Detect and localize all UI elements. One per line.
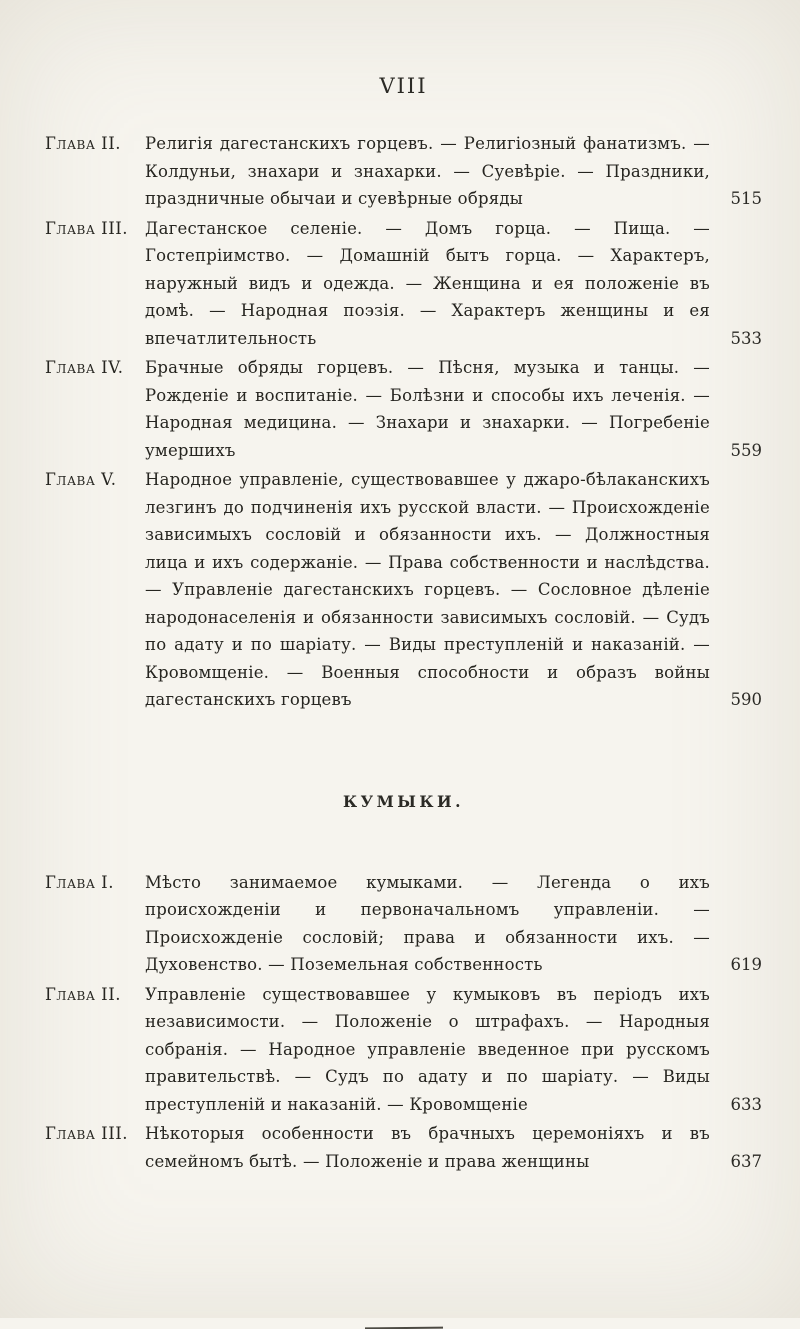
chapter-label: Глава III. [45, 1124, 128, 1143]
toc-entry [45, 466, 762, 714]
page-ref: 637 [730, 1151, 762, 1171]
chapter-description: Дагестанское селеніе. — Домъ горца. — Пища. — Гостепріимство. — Домашній бытъ горца. — Характеръ, наружный видъ и одежда. — Женщина и ея положеніе въ домѣ. — Народная поэзія. — Характеръ женщины и ея впечатлительность [145, 218, 710, 348]
toc-entry [45, 981, 762, 1119]
toc-entry [45, 215, 762, 353]
toc-entry [45, 130, 762, 213]
table-of-contents [45, 130, 762, 1175]
chapter-label: Глава II. [45, 984, 121, 1004]
page-ref: 633 [730, 1094, 762, 1114]
chapter-description: Религія дагестанскихъ горцевъ. — Религіозный фанатизмъ. — Колдуньи, знахари и знахарки. — Суевѣріе. — Праздники, праздничные обычаи и суевѣрные обряды [145, 134, 710, 208]
page-ref: 559 [730, 440, 762, 460]
chapter-label: Глава I. [45, 872, 114, 892]
chapter-label: Глава IV. [45, 358, 124, 377]
toc-entry [45, 354, 762, 464]
chapter-description: Народное управленіе, существовавшее у джаро-бѣлаканскихъ лезгинъ до подчиненія ихъ русской власти. — Происхожденіе зависимыхъ сословій и обязанности ихъ. — Должностныя лица и ихъ содержаніе. — Права собственности и наслѣдства. — Управленіе дагестанскихъ горцевъ. — Сословное дѣленіе народонаселенія и обязанности зависимыхъ сословій. — Судъ по адату и по шаріату. — Виды преступленій и наказаній. — Кровомщеніе. — Военныя способности и образъ войны дагестанскихъ горцевъ [145, 470, 710, 709]
toc-entry [45, 869, 762, 979]
chapter-label: Глава II. [45, 134, 121, 153]
section-heading-kumyki: КУМЫКИ. [342, 791, 465, 811]
page-ref: 515 [730, 189, 762, 208]
chapter-label: Глава III. [45, 218, 128, 238]
toc-entry [45, 1120, 762, 1175]
chapter-description: Управленіе существовавшее у кумыковъ въ періодъ ихъ независимости. — Положеніе о штрафахъ. — Народныя собранія. — Народное управленіе введенное при русскомъ правительствѣ. — Судъ по адату и по шаріату. — Виды преступленій и наказаній. — Кровомщеніе [145, 984, 710, 1114]
chapter-description: Нѣкоторыя особенности въ брачныхъ церемоніяхъ и въ семейномъ бытѣ. — Положеніе и права женщины [145, 1124, 710, 1171]
page-ref: 533 [730, 328, 762, 348]
chapter-description: Брачные обряды горцевъ. — Пѣсня, музыка и танцы. — Рожденіе и воспитаніе. — Болѣзни и способы ихъ леченія. — Народная медицина. — Знахари и знахарки. — Погребеніе умершихъ [145, 358, 710, 460]
page-number-header: VIII [379, 74, 428, 98]
chapter-description: Мѣсто занимаемое кумыками. — Легенда о ихъ происхожденіи и первоначальномъ управленіи. — Происхожденіе сословій; права и обязанности ихъ. — Духовенство. — Поземельная собственность [145, 872, 710, 974]
chapter-label: Глава V. [45, 470, 117, 489]
page-ref: 619 [730, 955, 762, 974]
page-ref: 590 [730, 690, 762, 709]
